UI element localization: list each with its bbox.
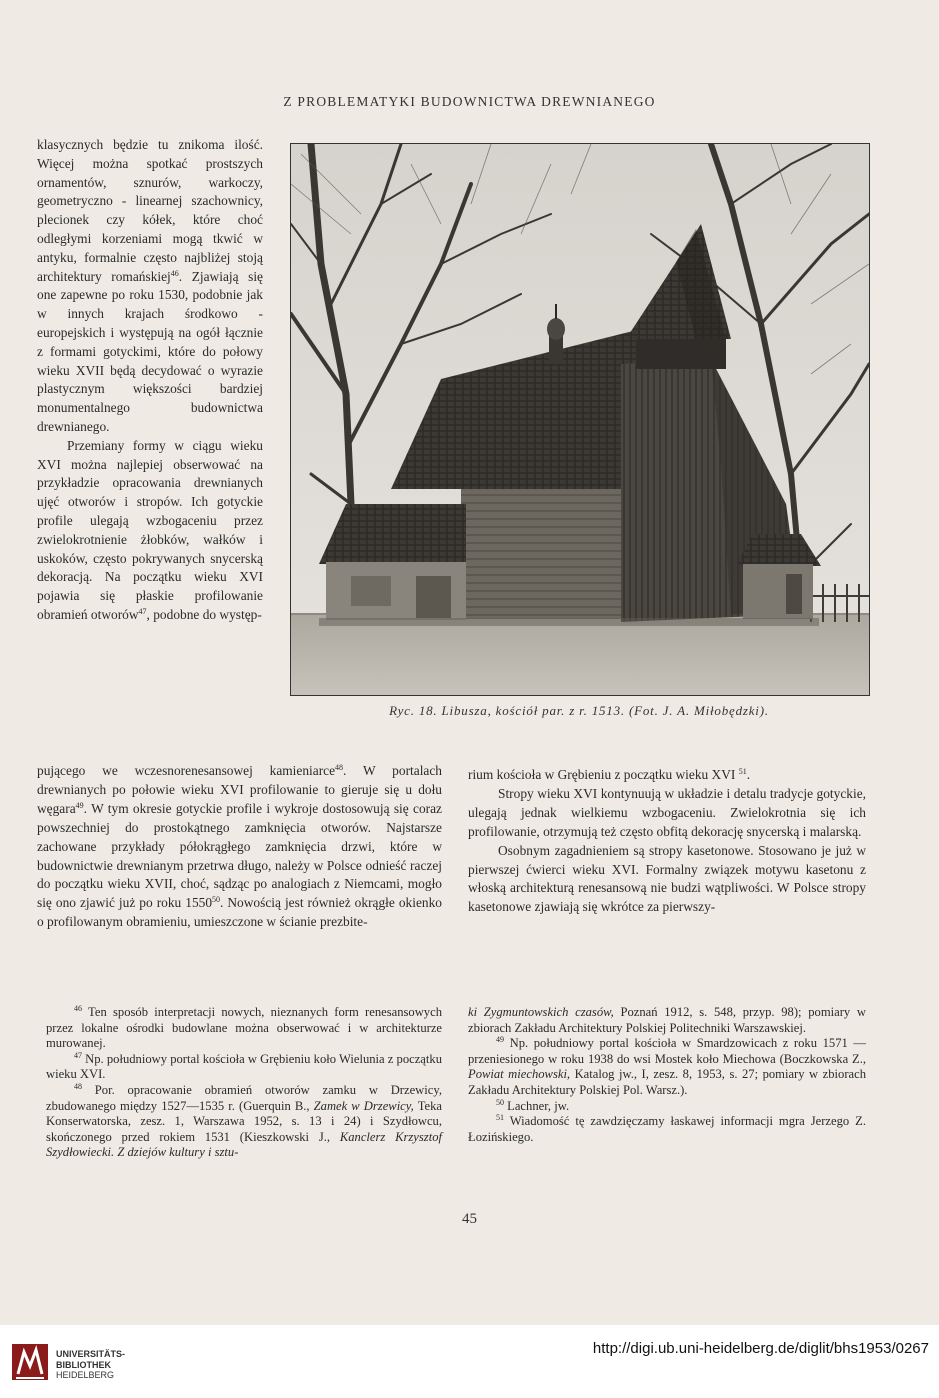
footnote: $^{48}$ Por. opracowanie obramień otworów zamku w Drzewicy, zbudowanego między 1527—1535 r. (Guerquin B., Zamek w Drzewicy, Teka Konserwatorska, zesz. 1, Warszawa 1952, s. 13 i 24) i Szydłowcu, skończonego przed rokiem 1531 (Kieszkowski J., Kanclerz Krzysztof Szydłowiecki. Z dziejów kultury i sztu- — [46, 1081, 442, 1160]
paragraph: Osobnym zagadnieniem są stropy kasetonowe. Stosowano je już w pierwszej ćwierci wieku XVI. Formalny związek motywu kasetonu z włoską architekturą renesansową nie budzi wątpliwości. W Polsce stropy kasetonowe zjawiają się wkrótce za pierwszy- — [468, 842, 866, 915]
footnote-ref[interactable]: 49 — [75, 800, 84, 810]
paragraph: Przemiany formy w ciągu wieku XVI można najlepiej obserwować na przykładzie opracowania drewnianych ujęć otworów i stropów. Ich gotyckie profile ulegają wzbogaceniu przez zwielokrotnienie żłobków, wałków i uskoków, często pokrywanych snycerską dekoracją. Na początku wieku XVI pojawia się płaskie profilowanie obramień otworów$^{47}$, podobne do występ- — [37, 437, 263, 622]
page-number: 45 — [462, 1211, 477, 1227]
running-head: Z PROBLEMATYKI BUDOWNICTWA DREWNIANEGO — [283, 94, 656, 109]
paragraph: Stropy wieku XVI kontynuują w układzie i detalu tradycje gotyckie, ulegają jednak wielkiemu wzbogaceniu. Zwielokrotnia się ich profilowanie, otrzymują też często obfitą dekorację snycerską i malarską. — [468, 785, 866, 839]
paragraph: rium kościoła w Grębieniu z początku wieku XVI $^{51}$. — [468, 767, 751, 782]
footnote: $^{46}$ Ten sposób interpretacji nowych, nieznanych form renesansowych przez lokalne ośrodki budowlane można obserwować i w architekturze murowanej. — [46, 1004, 442, 1051]
footnote-number: 47 — [74, 1050, 82, 1060]
source-url-link[interactable]: http://digi.ub.uni-heidelberg.de/diglit/bhs1953/0267 — [592, 1340, 929, 1357]
footnote-number: 48 — [74, 1081, 82, 1091]
footnote-ref[interactable]: 50 — [212, 895, 221, 905]
footnotes-right — [468, 1005, 866, 1145]
footnote: $^{50}$ Lachner, jw. — [496, 1097, 570, 1113]
footnote-continuation: ki Zygmuntowskich czasów, Poznań 1912, s. 548, przyp. 98); pomiary w zbiorach Zakładu Architektury Polskiej Politechniki Warszawskiej. — [468, 1005, 867, 1035]
library-name: UNIVERSITÄTS- BIBLIOTHEK HEIDELBERG — [56, 1349, 126, 1380]
church-photograph — [290, 143, 870, 696]
church-photo-illustration — [291, 144, 869, 695]
footnote-number: 46 — [74, 1004, 82, 1013]
footnote-number: 51 — [496, 1113, 504, 1123]
footnote-ref[interactable]: 47 — [138, 606, 147, 616]
left-text-column — [37, 762, 442, 932]
footnote: $^{49}$ Np. południowy portal kościoła w Smardzowicach z roku 1571 — przeniesionego w roku 1938 do wsi Mostek koło Miechowa (Boczkowska Z., Powiat miechowski, Katalog jw., I, zesz. 8, 1953, s. 27; pomiary w zbiorach Zakładu Architektury Polskiej Pol. Warsz.). — [468, 1035, 866, 1097]
footnote-number: 50 — [496, 1097, 504, 1107]
footnote-ref[interactable]: 51 — [738, 767, 747, 776]
footnote: $^{47}$ Np. południowy portal kościoła w Grębieniu koło Wielunia z początku wieku XVI. — [46, 1050, 442, 1082]
footnote-ref[interactable]: 48 — [335, 763, 344, 772]
figure-caption: Ryc. 18. Libusza, kościół par. z r. 1513. (Fot. J. A. Miłobędzki). — [389, 703, 769, 718]
right-text-column — [468, 766, 866, 917]
narrow-text-column — [37, 136, 263, 625]
footnote: $^{51}$ Wiadomość tę zawdzięczamy łaskawej informacji mgra Jerzego Z. Łozińskiego. — [468, 1113, 866, 1144]
university-library-logo-icon — [10, 1342, 50, 1382]
footer-bar — [0, 1325, 939, 1398]
footnote-ref[interactable]: 46 — [170, 268, 179, 278]
footnotes-left — [46, 1005, 442, 1161]
paragraph: klasycznych będzie tu znikoma ilość. Więcej można spotkać prostszych ornamentów, sznurów, warkoczy, geometryczno - linearnej szachownicy, plecionek czy kółek, które choć odległymi korzeniami mogą tkwić w antyku, formalnie często najbliżej stoją architektury romańskiej$^{46}$. Zjawiają się one zapewne po roku 1530, podobnie jak w innych krajach środkowo - europejskich i występują na ogół łącznie z formami gotyckimi, które do połowy wieku XVII będą decydować o wyrazie plastycznym większości bardziej monumentalnego budownictwa drewnianego. — [37, 137, 263, 434]
paragraph: pującego we wczesnorenesansowej kamieniarce$^{48}$. W portalach drewnianych po połowie wieku XVI profilowanie to gieruje się u dołu węgara$^{49}$. W tym okresie gotyckie profile i wykroje dostosowują się coraz powszechniej do prostokątnego zamknięcia otworów. Najstarsze zachowane przykłady półokrągłego zamknięcia drzwi, które w budownictwie drewnianym przetrwa długo, należy w Polsce odnieść raczej do początku wieku XVII, choć, sądząc po analogiach z Niemcami, mogło się ono zjawić już po roku 1550$^{50}$. Nowością jest również okrągłe okienko o profilowanym obramieniu, umieszczone w ścianie prezbite- — [37, 763, 442, 930]
footnote-number: 49 — [496, 1035, 504, 1045]
